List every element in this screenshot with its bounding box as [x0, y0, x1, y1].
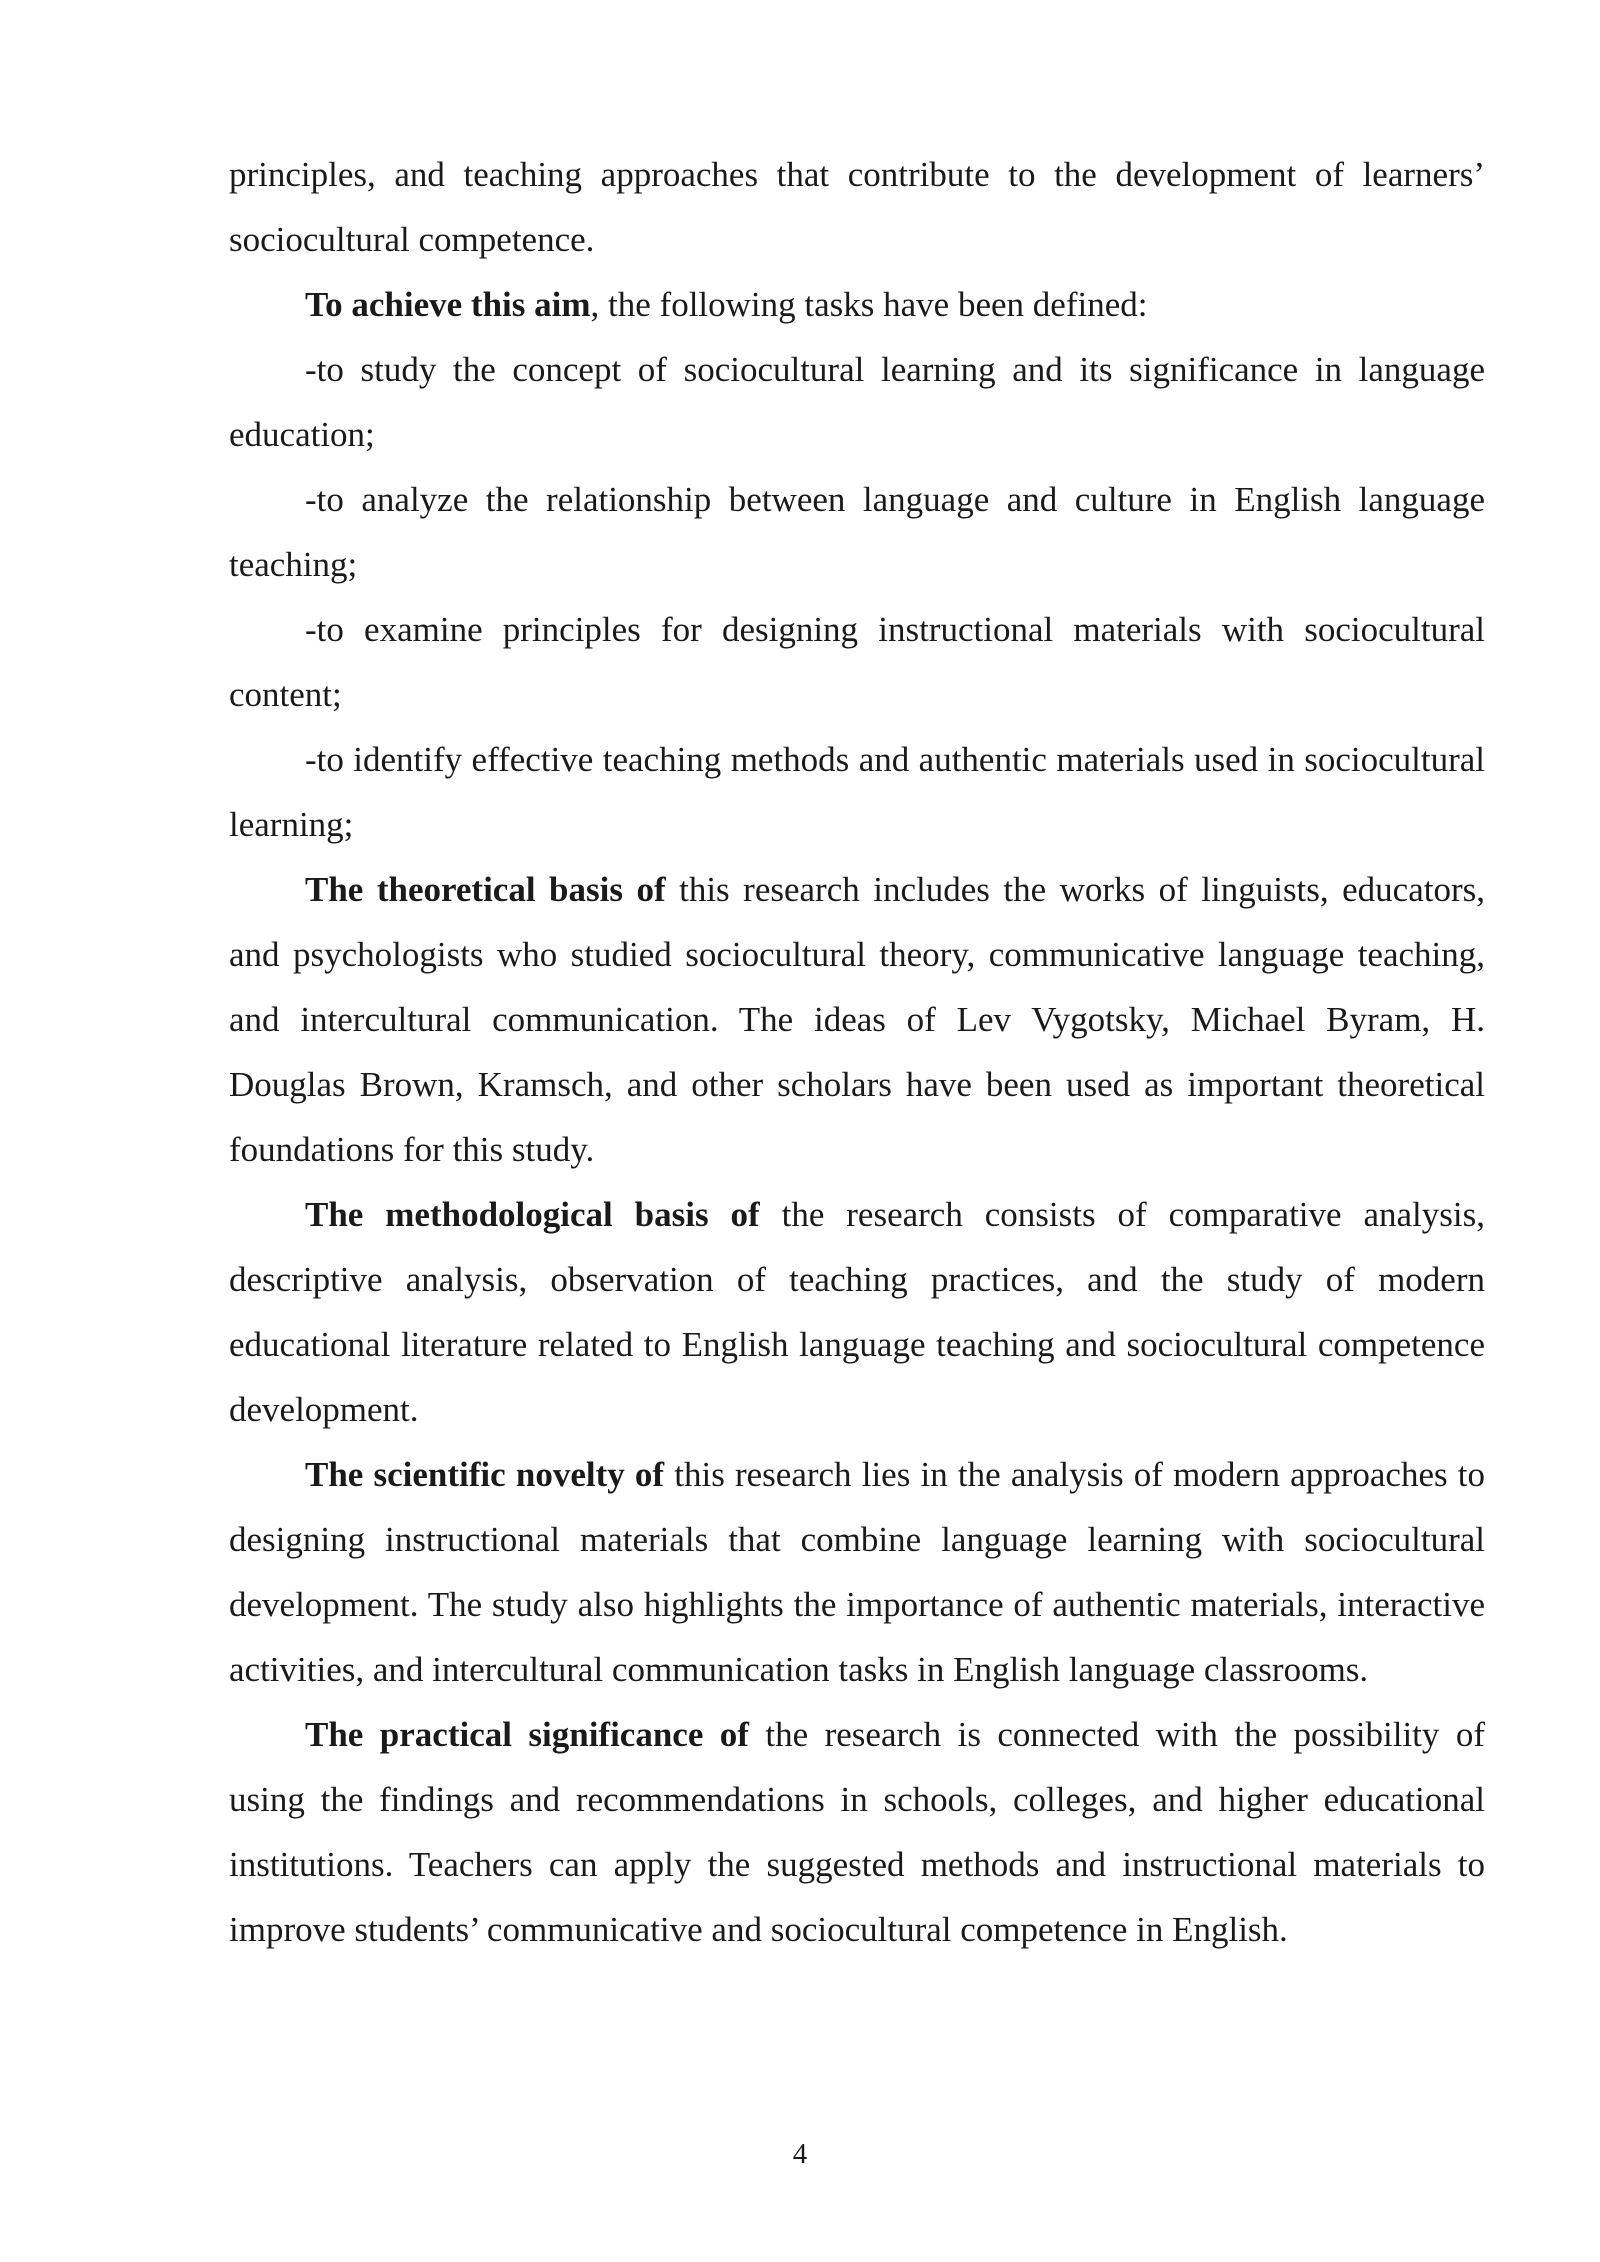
tasks-lead: To achieve this aim — [305, 285, 591, 324]
scientific-novelty-text: this research lies in the analysis of modern approaches to designing instructional materials that combine language learning with sociocultural development. The study also highlights the importance of authentic materials, interactive activities, and intercultural communication tasks in English language classrooms. — [229, 1455, 1485, 1689]
document-page — [229, 142, 1485, 1962]
scientific-novelty-paragraph — [229, 1442, 1485, 1702]
task-item: -to study the concept of sociocultural learning and its significance in language education; — [229, 350, 1485, 454]
continuation-paragraph: principles, and teaching approaches that contribute to the development of learners’ sociocultural competence. — [229, 155, 1485, 259]
page-number: 4 — [792, 2138, 808, 2170]
methodological-basis-lead: The methodological basis of — [305, 1195, 760, 1234]
task-item: -to identify effective teaching methods and authentic materials used in sociocultural learning; — [229, 740, 1485, 844]
task-item: -to analyze the relationship between language and culture in English language teaching; — [229, 480, 1485, 584]
methodological-basis-text: the research consists of comparative analysis, descriptive analysis, observation of teaching practices, and the study of modern educational literature related to English language teaching and sociocultural competence development. — [229, 1195, 1485, 1429]
theoretical-basis-text: this research includes the works of linguists, educators, and psychologists who studied sociocultural theory, communicative language teaching, and intercultural communication. The ideas of Lev Vygotsky, Michael Byram, H. Douglas Brown, Kramsch, and other scholars have been used as important theoretical foundations for this study. — [229, 870, 1485, 1169]
practical-significance-lead: The practical significance of — [305, 1715, 749, 1754]
tasks-intro-paragraph — [229, 272, 1485, 337]
scientific-novelty-lead: The scientific novelty of — [305, 1455, 665, 1494]
methodological-basis-paragraph — [229, 1182, 1485, 1442]
task-item: -to examine principles for designing instructional materials with sociocultural content; — [229, 610, 1485, 714]
theoretical-basis-paragraph — [229, 857, 1485, 1182]
tasks-intro-text: , the following tasks have been defined: — [590, 285, 1148, 324]
practical-significance-paragraph — [229, 1702, 1485, 1962]
practical-significance-text: the research is connected with the possibility of using the findings and recommendations in schools, colleges, and higher educational institutions. Teachers can apply the suggested methods and instructional materials to improve students’ communicative and sociocultural competence in English. — [229, 1715, 1485, 1949]
theoretical-basis-lead: The theoretical basis of — [305, 870, 666, 909]
